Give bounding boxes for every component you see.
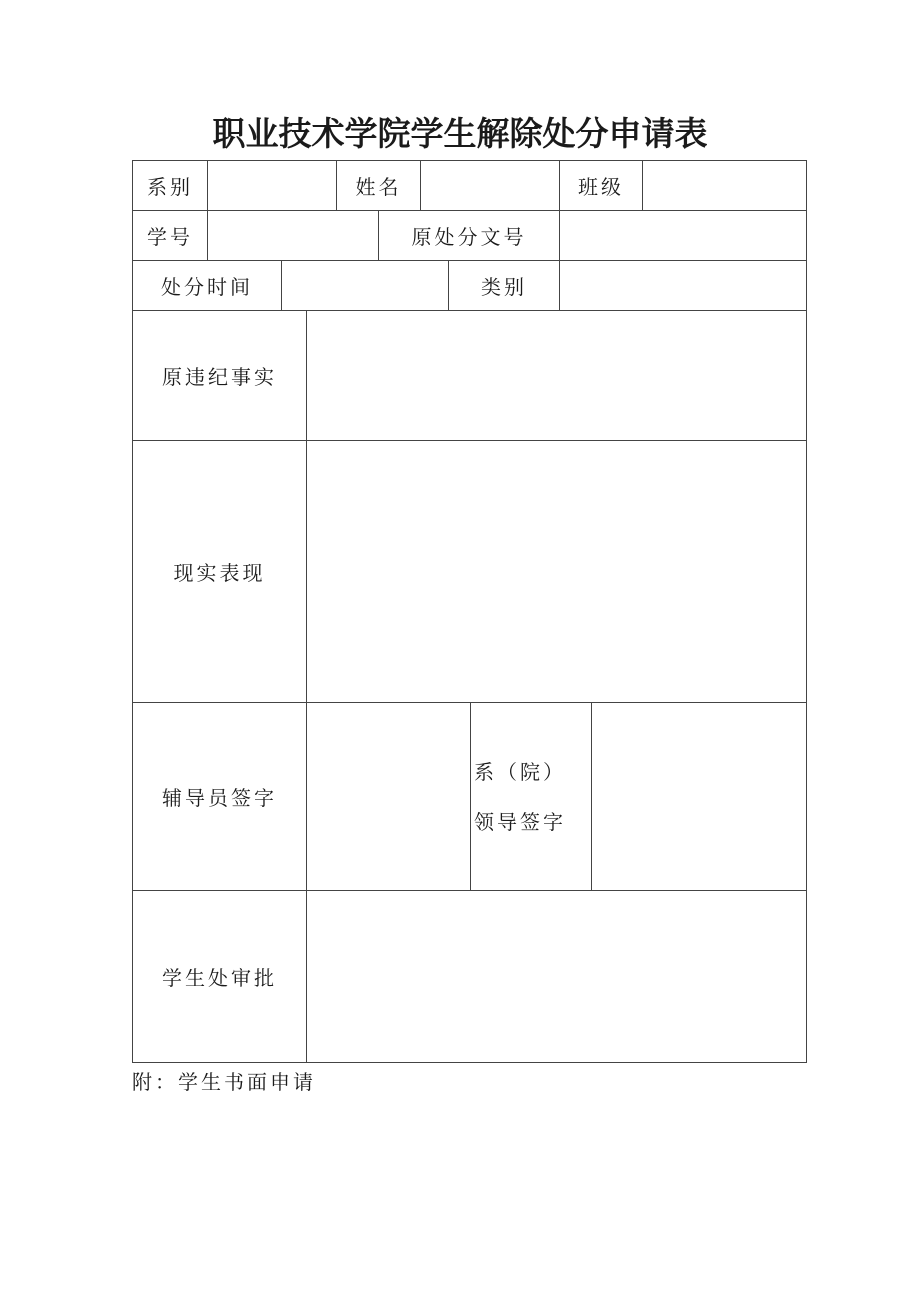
field-name[interactable] <box>420 160 560 211</box>
field-original-doc-no[interactable] <box>559 210 807 261</box>
form-title: 职业技术学院学生解除处分申请表 <box>212 114 708 153</box>
field-category[interactable] <box>559 260 807 311</box>
field-original-facts[interactable] <box>306 310 807 441</box>
field-student-id[interactable] <box>207 210 379 261</box>
field-punish-time[interactable] <box>281 260 449 311</box>
label-dept-leader-sign-line1: 系（院） <box>474 759 566 784</box>
field-class[interactable] <box>642 160 807 211</box>
label-name: 姓名 <box>336 160 421 211</box>
label-dept-leader-sign-line2: 领导签字 <box>474 809 566 834</box>
label-original-facts: 原违纪事实 <box>132 310 307 441</box>
label-student-office-approval: 学生处审批 <box>132 890 307 1063</box>
label-current-performance: 现实表现 <box>132 440 307 703</box>
field-counselor-sign[interactable] <box>306 702 471 891</box>
label-dept-leader-sign <box>470 702 592 891</box>
field-department[interactable] <box>207 160 337 211</box>
field-dept-leader-sign[interactable] <box>591 702 807 891</box>
field-current-performance[interactable] <box>306 440 807 703</box>
attachment-note: 附：学生书面申请 <box>132 1070 316 1094</box>
label-original-doc-no: 原处分文号 <box>378 210 560 261</box>
label-punish-time: 处分时间 <box>132 260 282 311</box>
label-class: 班级 <box>559 160 643 211</box>
label-category: 类别 <box>448 260 560 311</box>
field-student-office-approval[interactable] <box>306 890 807 1063</box>
label-department: 系别 <box>132 160 208 211</box>
label-student-id: 学号 <box>132 210 208 261</box>
label-counselor-sign: 辅导员签字 <box>132 702 307 891</box>
